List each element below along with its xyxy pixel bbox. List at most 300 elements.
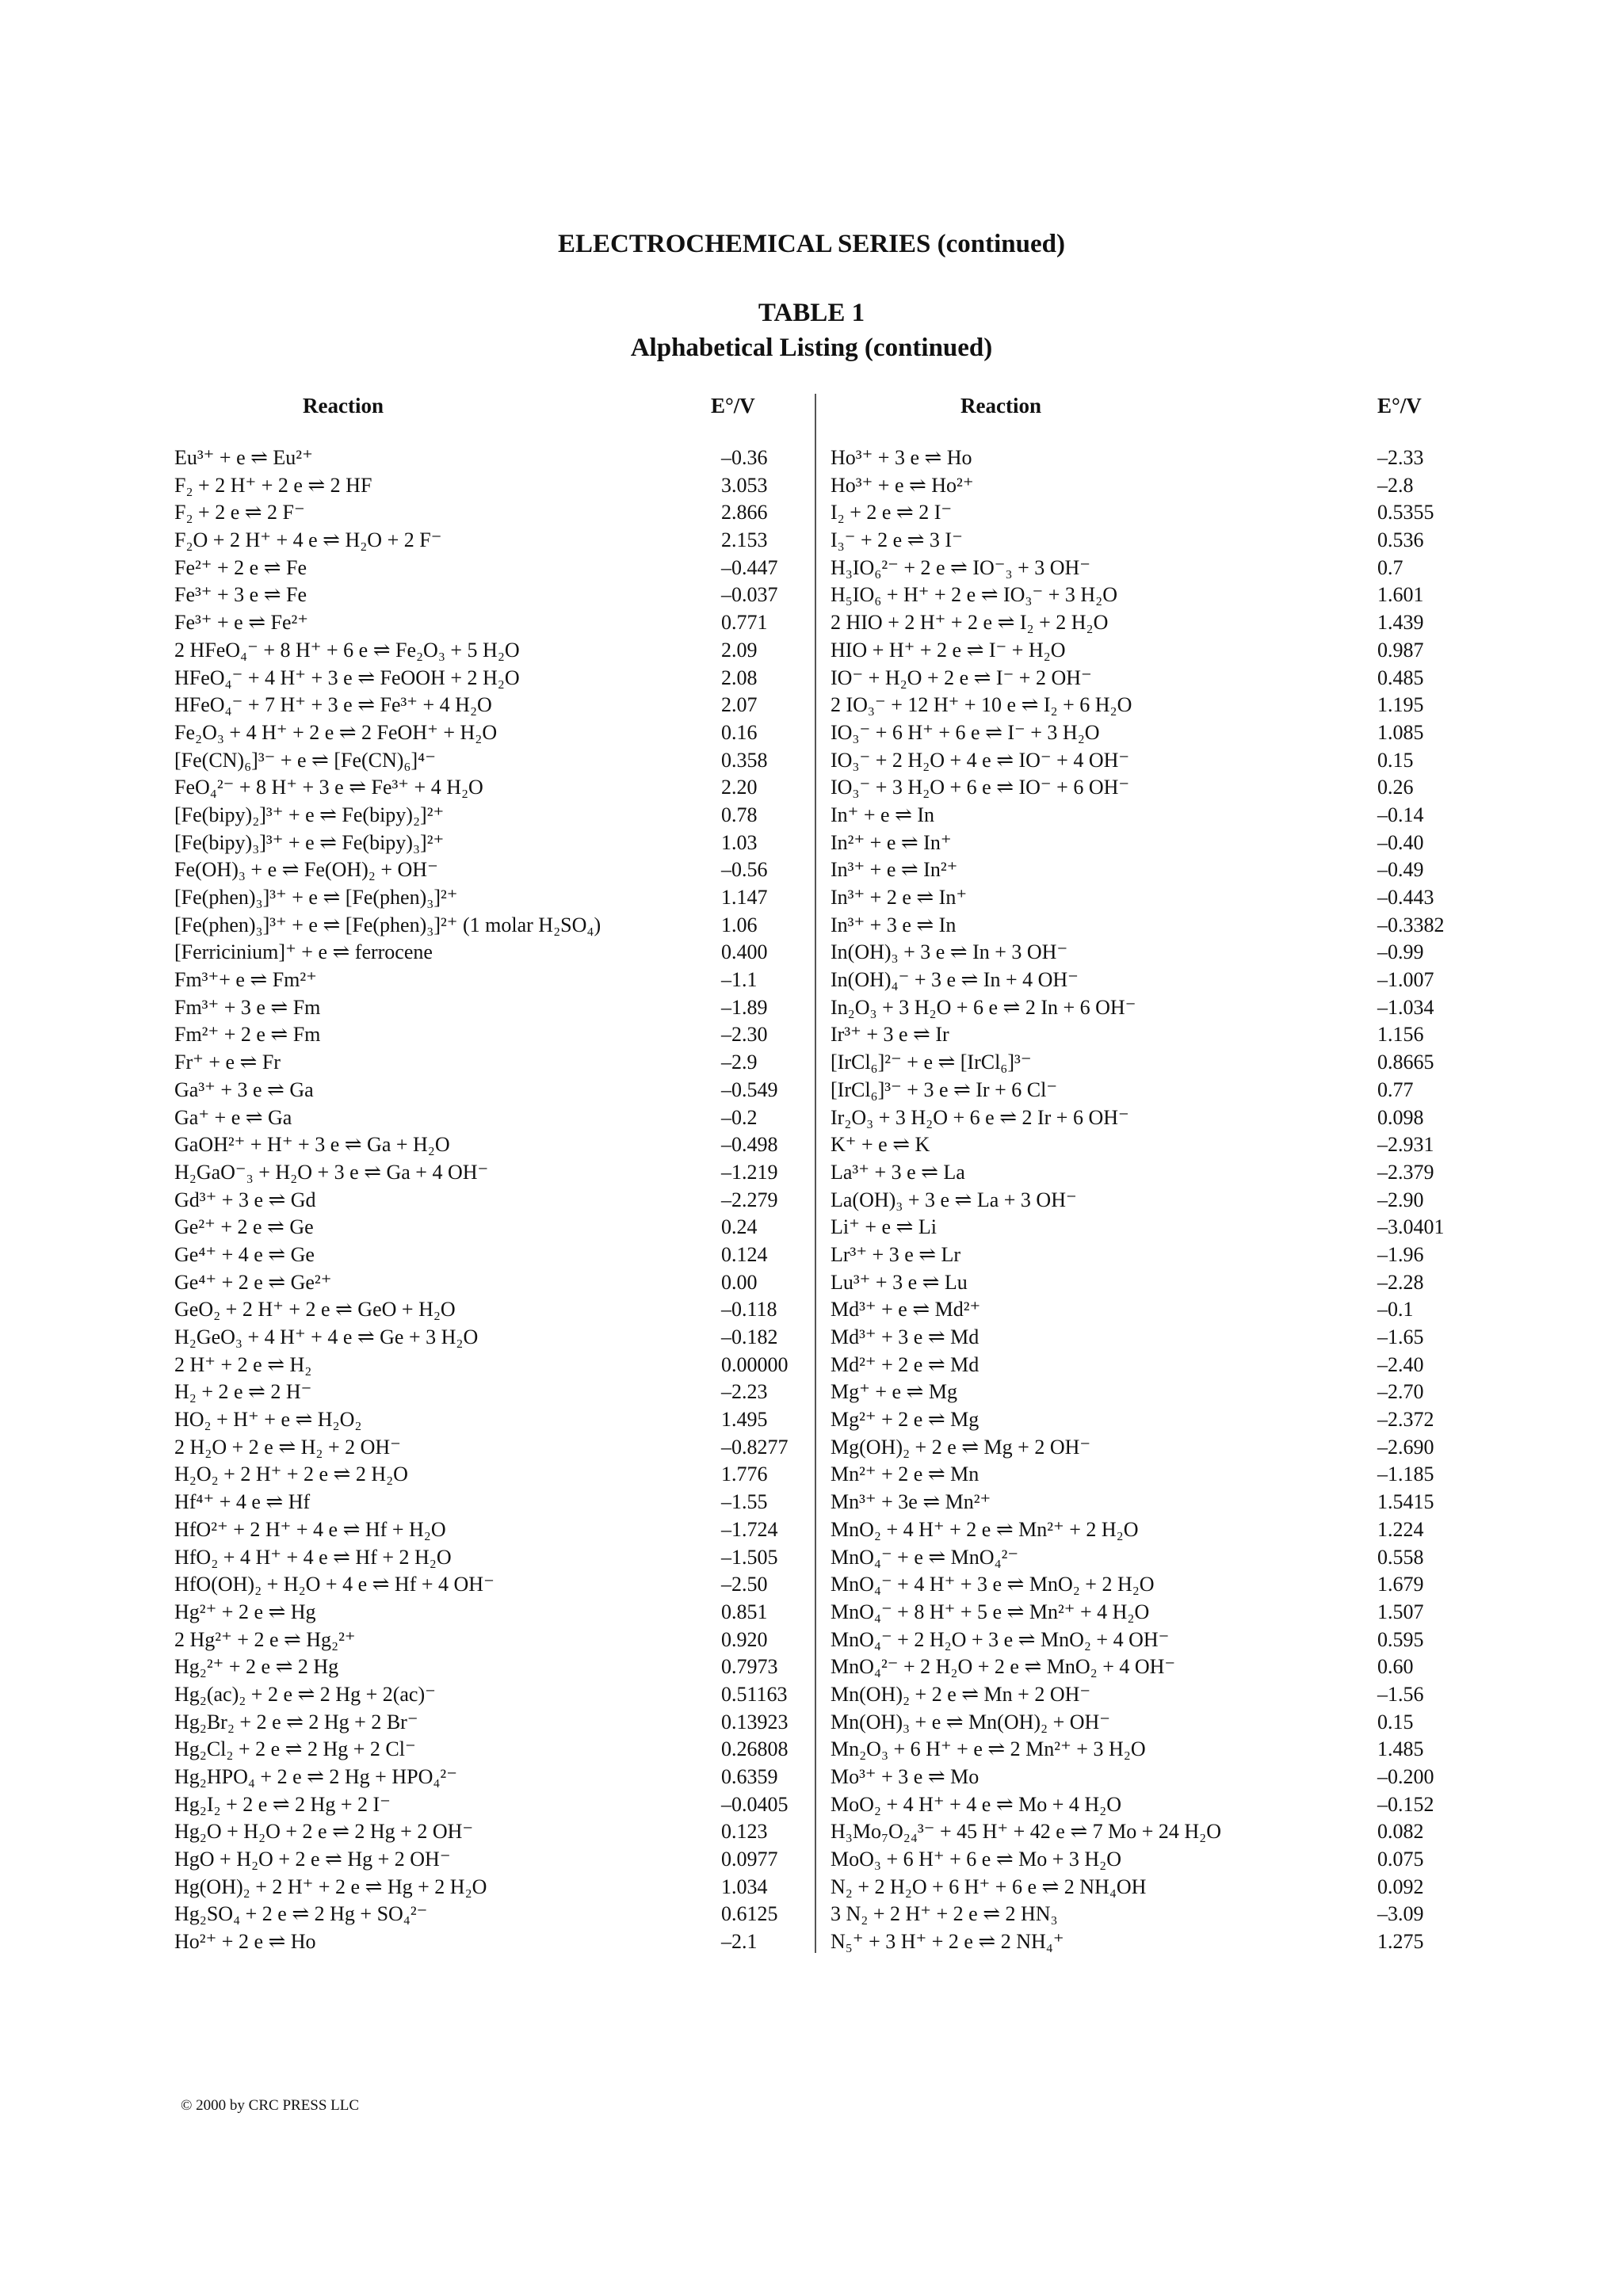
potential-header: E°/V: [1377, 394, 1422, 418]
reaction-cell: Mo³⁺ + 3 e ⇌ Mo: [831, 1765, 980, 1788]
table-row: [831, 1489, 1441, 1516]
table-row: [831, 1406, 1441, 1434]
reaction-cell: [Fe(bipy)₂]³⁺ + e ⇌ Fe(bipy)₂]²⁺: [174, 803, 445, 826]
potential-cell: 0.15: [1377, 1710, 1414, 1733]
table-row: [831, 1653, 1441, 1681]
potential-cell: 0.082: [1377, 1820, 1424, 1844]
table-row: [174, 1214, 800, 1241]
potential-cell: 1.147: [721, 886, 768, 909]
reaction-cell: MoO₃ + 6 H⁺ + 6 e ⇌ Mo + 3 H₂O: [831, 1848, 1122, 1871]
reaction-cell: Lr³⁺ + 3 e ⇌ Lr: [831, 1242, 961, 1266]
potential-cell: –2.690: [1377, 1435, 1434, 1459]
potential-cell: 0.15: [1377, 748, 1414, 772]
reaction-cell: Eu³⁺ + e ⇌ Eu²⁺: [174, 446, 313, 469]
potential-cell: 0.26: [1377, 776, 1414, 799]
reaction-cell: H₂O₂ + 2 H⁺ + 2 e ⇌ 2 H₂O: [174, 1463, 408, 1486]
reaction-cell: Mn³⁺ + 3e ⇌ Mn²⁺: [831, 1490, 991, 1514]
table-subtitle: Alphabetical Listing (continued): [630, 334, 993, 362]
reaction-cell: [Fe(bipy)₃]³⁺ + e ⇌ Fe(bipy)₃]²⁺: [174, 830, 445, 854]
reaction-cell: [Ferricinium]⁺ + e ⇌ ferrocene: [174, 940, 433, 964]
reaction-cell: MnO₄⁻ + e ⇌ MnO₄²⁻: [831, 1545, 1019, 1569]
table-row: [174, 1901, 800, 1928]
table-row: [831, 1104, 1441, 1132]
reaction-cell: Mn(OH)₂ + 2 e ⇌ Mn + 2 OH⁻: [831, 1682, 1091, 1706]
potential-cell: –1.219: [721, 1160, 778, 1184]
table-row: [831, 1901, 1441, 1928]
reaction-cell: 2 H⁺ + 2 e ⇌ H₂: [174, 1352, 312, 1376]
reaction-cell: H₂GaO⁻₃ + H₂O + 3 e ⇌ Ga + 4 OH⁻: [174, 1160, 489, 1184]
table-title: TABLE 1: [758, 299, 865, 327]
potential-cell: –1.96: [1377, 1242, 1424, 1266]
table-row: [831, 774, 1441, 802]
potential-cell: –2.40: [1377, 1352, 1424, 1376]
potential-cell: –2.372: [1377, 1408, 1434, 1432]
reaction-cell: Hg₂HPO₄ + 2 e ⇌ 2 Hg + HPO₄²⁻: [174, 1765, 457, 1788]
table-row: [174, 692, 800, 719]
right-rows: [831, 444, 1445, 1956]
table-row: [831, 444, 1441, 472]
potential-cell: 0.123: [721, 1820, 768, 1844]
right-column: [831, 394, 1445, 1956]
reaction-cell: 2 Hg²⁺ + 2 e ⇌ Hg₂²⁺: [174, 1627, 356, 1651]
table-row: [174, 1599, 800, 1627]
potential-cell: –2.9: [721, 1051, 758, 1074]
right-header-row: [831, 394, 1441, 425]
reaction-cell: 2 HFeO₄⁻ + 8 H⁺ + 6 e ⇌ Fe₂O₃ + 5 H₂O: [174, 638, 520, 662]
reaction-cell: Ge⁴⁺ + 4 e ⇌ Ge: [174, 1242, 315, 1266]
table-row: [831, 472, 1441, 500]
table-row: [174, 1571, 800, 1599]
potential-cell: 1.06: [721, 913, 758, 936]
potential-cell: –0.037: [721, 583, 778, 607]
reaction-cell: I₂ + 2 e ⇌ 2 I⁻: [831, 501, 953, 524]
potential-cell: 1.5415: [1377, 1490, 1434, 1514]
table-row: [174, 1379, 800, 1406]
table-row: [831, 856, 1441, 884]
potential-cell: 1.034: [721, 1875, 768, 1898]
reaction-cell: Md³⁺ + 3 e ⇌ Md: [831, 1325, 980, 1348]
table-row: [174, 1764, 800, 1791]
left-header-row: [174, 394, 800, 425]
table-row: [831, 802, 1441, 830]
table-row: [174, 1791, 800, 1819]
reaction-cell: Ir³⁺ + 3 e ⇌ Ir: [831, 1023, 949, 1047]
reaction-cell: Hg₂O + H₂O + 2 e ⇌ 2 Hg + 2 OH⁻: [174, 1820, 474, 1844]
potential-cell: 0.358: [721, 748, 768, 772]
potential-cell: 0.124: [721, 1242, 768, 1266]
potential-cell: 0.987: [1377, 638, 1424, 662]
potential-cell: 0.098: [1377, 1105, 1424, 1129]
reaction-cell: Mn²⁺ + 2 e ⇌ Mn: [831, 1463, 980, 1486]
potential-cell: –0.36: [721, 446, 768, 469]
reaction-cell: MnO₂ + 4 H⁺ + 2 e ⇌ Mn²⁺ + 2 H₂O: [831, 1517, 1139, 1541]
table-row: [831, 1709, 1441, 1737]
table-row: [174, 1406, 800, 1434]
table-row: [831, 1296, 1441, 1324]
reaction-cell: Ga⁺ + e ⇌ Ga: [174, 1105, 292, 1129]
potential-cell: 2.153: [721, 528, 768, 552]
table-row: [174, 1846, 800, 1874]
potential-cell: 0.60: [1377, 1655, 1414, 1679]
table-row: [174, 527, 800, 555]
potential-cell: 1.776: [721, 1463, 768, 1486]
potential-cell: 0.7: [1377, 555, 1403, 579]
potential-cell: –2.379: [1377, 1160, 1434, 1184]
reaction-cell: MnO₄⁻ + 8 H⁺ + 5 e ⇌ Mn²⁺ + 4 H₂O: [831, 1600, 1150, 1623]
table-row: [174, 1818, 800, 1846]
reaction-cell: 3 N₂ + 2 H⁺ + 2 e ⇌ 2 HN₃: [831, 1902, 1058, 1926]
reaction-cell: Li⁺ + e ⇌ Li: [831, 1215, 937, 1239]
table-row: [831, 1131, 1441, 1159]
reaction-cell: Ir₂O₃ + 3 H₂O + 6 e ⇌ 2 Ir + 6 OH⁻: [831, 1105, 1129, 1129]
reaction-cell: Fe³⁺ + e ⇌ Fe²⁺: [174, 611, 309, 635]
potential-cell: –0.49: [1377, 858, 1424, 882]
potential-cell: 0.092: [1377, 1875, 1424, 1898]
reaction-cell: Fe³⁺ + 3 e ⇌ Fe: [174, 583, 307, 607]
table-row: [831, 747, 1441, 775]
potential-cell: 0.51163: [721, 1682, 788, 1706]
table-row: [831, 1736, 1441, 1764]
table-row: [174, 994, 800, 1022]
reaction-cell: Ho³⁺ + 3 e ⇌ Ho: [831, 446, 972, 469]
table-row: [174, 1269, 800, 1297]
reaction-cell: In³⁺ + 3 e ⇌ In: [831, 913, 957, 936]
potential-cell: 1.156: [1377, 1023, 1424, 1047]
potential-cell: 0.0977: [721, 1848, 778, 1871]
table-row: [174, 1049, 800, 1077]
table-row: [174, 1928, 800, 1956]
reaction-cell: [Fe(CN)₆]³⁻ + e ⇌ [Fe(CN)₆]⁴⁻: [174, 748, 436, 772]
reaction-cell: Fm³⁺+ e ⇌ Fm²⁺: [174, 968, 317, 992]
table-row: [831, 1241, 1441, 1269]
left-column: [174, 394, 800, 1956]
table-row: [831, 555, 1441, 582]
table-row: [831, 1214, 1445, 1241]
table-row: [174, 884, 800, 912]
table-row: [831, 1352, 1441, 1379]
table-row: [831, 1021, 1441, 1049]
table-row: [174, 1077, 800, 1104]
table-row: [831, 1928, 1441, 1956]
potential-cell: –1.56: [1377, 1682, 1424, 1706]
left-rows: [174, 444, 800, 1956]
potential-cell: –0.182: [721, 1325, 778, 1348]
potential-cell: 0.851: [721, 1600, 768, 1623]
potential-cell: –0.0405: [721, 1792, 789, 1816]
potential-cell: –3.0401: [1377, 1215, 1445, 1239]
potential-cell: 1.485: [1377, 1737, 1424, 1761]
potential-header: E°/V: [711, 394, 755, 418]
reaction-cell: In³⁺ + e ⇌ In²⁺: [831, 858, 958, 882]
table-row: [174, 719, 800, 747]
potential-cell: 0.7973: [721, 1655, 778, 1679]
table-row: [831, 637, 1441, 665]
reaction-cell: La³⁺ + 3 e ⇌ La: [831, 1160, 965, 1184]
table-row: [174, 555, 800, 582]
table-row: [174, 1544, 800, 1572]
reaction-cell: 2 HIO + 2 H⁺ + 2 e ⇌ I₂ + 2 H₂O: [831, 611, 1109, 635]
potential-cell: 0.536: [1377, 528, 1424, 552]
table-row: [174, 1131, 800, 1159]
table-row: [831, 967, 1441, 994]
potential-cell: –2.30: [721, 1023, 768, 1047]
potential-cell: 1.195: [1377, 693, 1424, 717]
table-row: [831, 1846, 1441, 1874]
table-row: [174, 1021, 800, 1049]
reaction-cell: GaOH²⁺ + H⁺ + 3 e ⇌ Ga + H₂O: [174, 1133, 450, 1157]
potential-cell: –0.200: [1377, 1765, 1434, 1788]
reaction-cell: IO₃⁻ + 6 H⁺ + 6 e ⇌ I⁻ + 3 H₂O: [831, 720, 1100, 744]
reaction-cell: MnO₄⁻ + 2 H₂O + 3 e ⇌ MnO₂ + 4 OH⁻: [831, 1627, 1170, 1651]
reaction-cell: Ge⁴⁺ + 2 e ⇌ Ge²⁺: [174, 1270, 332, 1294]
reaction-cell: Mn(OH)₃ + e ⇌ Mn(OH)₂ + OH⁻: [831, 1710, 1111, 1733]
table-row: [831, 665, 1441, 692]
table-row: [174, 1241, 800, 1269]
table-row: [174, 1352, 800, 1379]
reaction-cell: F₂O + 2 H⁺ + 4 e ⇌ H₂O + 2 F⁻: [174, 528, 442, 552]
reaction-cell: GeO₂ + 2 H⁺ + 2 e ⇌ GeO + H₂O: [174, 1298, 456, 1322]
table-row: [831, 1269, 1441, 1297]
table-row: [831, 1434, 1441, 1462]
reaction-cell: FeO₄²⁻ + 8 H⁺ + 3 e ⇌ Fe³⁺ + 4 H₂O: [174, 776, 483, 799]
reaction-cell: Ga³⁺ + 3 e ⇌ Ga: [174, 1077, 314, 1101]
potential-cell: –1.034: [1377, 995, 1434, 1019]
table-row: [174, 582, 800, 609]
reaction-cell: [IrCl₆]³⁻ + 3 e ⇌ Ir + 6 Cl⁻: [831, 1077, 1058, 1101]
potential-cell: 1.275: [1377, 1930, 1424, 1954]
potential-cell: 1.507: [1377, 1600, 1424, 1623]
table-row: [831, 1571, 1441, 1599]
potential-cell: –0.118: [721, 1298, 777, 1322]
table-row: [174, 1709, 800, 1737]
table-row: [174, 774, 800, 802]
reaction-cell: Mg⁺ + e ⇌ Mg: [831, 1380, 957, 1404]
potential-cell: 0.400: [721, 940, 768, 964]
reaction-cell: HFeO₄⁻ + 4 H⁺ + 3 e ⇌ FeOOH + 2 H₂O: [174, 666, 520, 689]
potential-cell: 0.5355: [1377, 501, 1434, 524]
potential-cell: 0.075: [1377, 1848, 1424, 1871]
table-row: [831, 1599, 1441, 1627]
table-row: [174, 1434, 800, 1462]
reaction-cell: [Fe(phen)₃]³⁺ + e ⇌ [Fe(phen)₃]²⁺: [174, 886, 458, 909]
potential-cell: –2.1: [721, 1930, 758, 1954]
table-row: [174, 1874, 800, 1901]
potential-cell: –0.447: [721, 555, 778, 579]
potential-cell: –1.65: [1377, 1325, 1424, 1348]
reaction-cell: [IrCl₆]²⁻ + e ⇌ [IrCl₆]³⁻: [831, 1051, 1032, 1074]
reaction-cell: F₂ + 2 e ⇌ 2 F⁻: [174, 501, 305, 524]
reaction-cell: HO₂ + H⁺ + e ⇌ H₂O₂: [174, 1408, 362, 1432]
table-row: [831, 609, 1441, 637]
copyright-footer: © 2000 by CRC PRESS LLC: [181, 2097, 360, 2114]
potential-cell: –2.50: [721, 1573, 768, 1596]
table-row: [831, 1818, 1441, 1846]
reaction-cell: Hg₂Cl₂ + 2 e ⇌ 2 Hg + 2 Cl⁻: [174, 1737, 416, 1761]
reaction-cell: Ge²⁺ + 2 e ⇌ Ge: [174, 1215, 314, 1239]
potential-cell: 0.595: [1377, 1627, 1424, 1651]
table-row: [831, 1159, 1441, 1187]
reaction-cell: MoO₂ + 4 H⁺ + 4 e ⇌ Mo + 4 H₂O: [831, 1792, 1122, 1816]
table-row: [174, 747, 800, 775]
reaction-cell: H₂GeO₃ + 4 H⁺ + 4 e ⇌ Ge + 3 H₂O: [174, 1325, 479, 1348]
reaction-cell: Lu³⁺ + 3 e ⇌ Lu: [831, 1270, 968, 1294]
potential-cell: 2.08: [721, 666, 758, 689]
table-row: [831, 527, 1441, 555]
reaction-cell: Fm²⁺ + 2 e ⇌ Fm: [174, 1023, 321, 1047]
potential-cell: –1.1: [721, 968, 758, 992]
reaction-cell: H₂ + 2 e ⇌ 2 H⁻: [174, 1380, 312, 1404]
potential-cell: 0.771: [721, 611, 768, 635]
column-divider: [815, 394, 816, 1953]
table-row: [174, 912, 800, 940]
table-row: [831, 1049, 1441, 1077]
potential-cell: –2.8: [1377, 473, 1414, 497]
potential-cell: –0.14: [1377, 803, 1424, 826]
potential-cell: 2.09: [721, 638, 758, 662]
table-row: [831, 499, 1441, 527]
potential-cell: 1.601: [1377, 583, 1424, 607]
potential-cell: 0.13923: [721, 1710, 789, 1733]
reaction-cell: MnO₄²⁻ + 2 H₂O + 2 e ⇌ MnO₂ + 4 OH⁻: [831, 1655, 1176, 1679]
table-row: [831, 1627, 1441, 1654]
reaction-cell: HFeO₄⁻ + 7 H⁺ + 3 e ⇌ Fe³⁺ + 4 H₂O: [174, 693, 492, 717]
reaction-cell: Ho²⁺ + 2 e ⇌ Ho: [174, 1930, 316, 1954]
table-row: [831, 719, 1441, 747]
potential-cell: –1.724: [721, 1517, 778, 1541]
reaction-cell: Mg(OH)₂ + 2 e ⇌ Mg + 2 OH⁻: [831, 1435, 1091, 1459]
reaction-cell: Md³⁺ + e ⇌ Md²⁺: [831, 1298, 981, 1322]
table-row: [831, 994, 1441, 1022]
potential-cell: –2.931: [1377, 1133, 1434, 1157]
potential-cell: 0.26808: [721, 1737, 789, 1761]
table-row: [174, 444, 800, 472]
potential-cell: 0.558: [1377, 1545, 1424, 1569]
table-row: [831, 1187, 1441, 1215]
reaction-cell: H₅IO₆ + H⁺ + 2 e ⇌ IO₃⁻ + 3 H₂O: [831, 583, 1117, 607]
reaction-cell: HgO + H₂O + 2 e ⇌ Hg + 2 OH⁻: [174, 1848, 451, 1871]
reaction-cell: Fe₂O₃ + 4 H⁺ + 2 e ⇌ 2 FeOH⁺ + H₂O: [174, 720, 498, 744]
table-row: [831, 1791, 1441, 1819]
potential-cell: –1.55: [721, 1490, 768, 1514]
reaction-cell: H₃Mo₇O₂₄³⁻ + 45 H⁺ + 42 e ⇌ 7 Mo + 24 H₂O: [831, 1820, 1221, 1844]
reaction-cell: In²⁺ + e ⇌ In⁺: [831, 830, 952, 854]
potential-cell: 2.07: [721, 693, 758, 717]
reaction-cell: H₃IO₆²⁻ + 2 e ⇌ IO⁻₃ + 3 OH⁻: [831, 555, 1091, 579]
table-row: [174, 1159, 800, 1187]
potential-cell: 0.00: [721, 1270, 758, 1294]
table-row: [831, 1764, 1441, 1791]
reaction-cell: Ho³⁺ + e ⇌ Ho²⁺: [831, 473, 974, 497]
table-row: [174, 802, 800, 830]
reaction-cell: In⁺ + e ⇌ In: [831, 803, 935, 826]
potential-cell: –0.443: [1377, 886, 1434, 909]
potential-cell: 1.495: [721, 1408, 768, 1432]
reaction-cell: HfO(OH)₂ + H₂O + 4 e ⇌ Hf + 4 OH⁻: [174, 1573, 495, 1596]
reaction-cell: 2 IO₃⁻ + 12 H⁺ + 10 e ⇌ I₂ + 6 H₂O: [831, 693, 1132, 717]
potential-cell: –3.09: [1377, 1902, 1424, 1926]
potential-cell: 1.439: [1377, 611, 1424, 635]
reaction-cell: Hg₂SO₄ + 2 e ⇌ 2 Hg + SO₄²⁻: [174, 1902, 428, 1926]
potential-cell: –0.152: [1377, 1792, 1434, 1816]
table-row: [831, 692, 1441, 719]
reaction-cell: Md²⁺ + 2 e ⇌ Md: [831, 1352, 980, 1376]
table-row: [831, 1324, 1441, 1352]
reaction-cell: N₅⁺ + 3 H⁺ + 2 e ⇌ 2 NH₄⁺: [831, 1930, 1064, 1954]
table-row: [174, 1187, 800, 1215]
potential-cell: –0.40: [1377, 830, 1424, 854]
reaction-cell: Fm³⁺ + 3 e ⇌ Fm: [174, 995, 321, 1019]
reaction-cell: N₂ + 2 H₂O + 6 H⁺ + 6 e ⇌ 2 NH₄OH: [831, 1875, 1147, 1898]
reaction-header: Reaction: [303, 394, 384, 418]
table-row: [831, 1544, 1441, 1572]
reaction-cell: La(OH)₃ + 3 e ⇌ La + 3 OH⁻: [831, 1188, 1077, 1211]
table-row: [831, 1077, 1441, 1104]
potential-cell: –0.8277: [721, 1435, 789, 1459]
table-row: [174, 499, 800, 527]
potential-cell: –1.89: [721, 995, 768, 1019]
reaction-cell: Fr⁺ + e ⇌ Fr: [174, 1051, 281, 1074]
potential-cell: –2.90: [1377, 1188, 1424, 1211]
reaction-header: Reaction: [960, 394, 1041, 418]
reaction-cell: Hg²⁺ + 2 e ⇌ Hg: [174, 1600, 316, 1623]
potential-cell: 0.77: [1377, 1077, 1414, 1101]
reaction-cell: HfO²⁺ + 2 H⁺ + 4 e ⇌ Hf + H₂O: [174, 1517, 446, 1541]
reaction-cell: In(OH)₃ + 3 e ⇌ In + 3 OH⁻: [831, 940, 1068, 964]
reaction-cell: In(OH)₄⁻ + 3 e ⇌ In + 4 OH⁻: [831, 968, 1079, 992]
reaction-cell: I₃⁻ + 2 e ⇌ 3 I⁻: [831, 528, 963, 552]
reaction-cell: MnO₄⁻ + 4 H⁺ + 3 e ⇌ MnO₂ + 2 H₂O: [831, 1573, 1155, 1596]
table-row: [174, 967, 800, 994]
reaction-cell: Hg₂Br₂ + 2 e ⇌ 2 Hg + 2 Br⁻: [174, 1710, 418, 1733]
potential-cell: –0.2: [721, 1105, 758, 1129]
reaction-cell: 2 H₂O + 2 e ⇌ H₂ + 2 OH⁻: [174, 1435, 401, 1459]
potential-cell: –2.279: [721, 1188, 778, 1211]
table-row: [831, 582, 1441, 609]
reaction-cell: F₂ + 2 H⁺ + 2 e ⇌ 2 HF: [174, 473, 372, 497]
table-row: [831, 830, 1441, 857]
potential-cell: 0.24: [721, 1215, 758, 1239]
potential-cell: –0.549: [721, 1077, 778, 1101]
table-row: [831, 912, 1445, 940]
potential-cell: –2.70: [1377, 1380, 1424, 1404]
reaction-cell: In₂O₃ + 3 H₂O + 6 e ⇌ 2 In + 6 OH⁻: [831, 995, 1136, 1019]
reaction-cell: Hg(OH)₂ + 2 H⁺ + 2 e ⇌ Hg + 2 H₂O: [174, 1875, 487, 1898]
potential-cell: 2.866: [721, 501, 768, 524]
reaction-cell: IO⁻ + H₂O + 2 e ⇌ I⁻ + 2 OH⁻: [831, 666, 1092, 689]
potential-cell: –2.33: [1377, 446, 1424, 469]
table-row: [831, 1379, 1441, 1406]
potential-cell: 0.6125: [721, 1902, 778, 1926]
table-row: [174, 665, 800, 692]
reaction-cell: K⁺ + e ⇌ K: [831, 1133, 930, 1157]
reaction-cell: Hg₂²⁺ + 2 e ⇌ 2 Hg: [174, 1655, 339, 1679]
potential-cell: 3.053: [721, 473, 768, 497]
table-title-block: [0, 296, 1623, 365]
page-title: ELECTROCHEMICAL SERIES (continued): [558, 230, 1065, 258]
reaction-cell: Mg²⁺ + 2 e ⇌ Mg: [831, 1408, 980, 1432]
reaction-cell: Mn₂O₃ + 6 H⁺ + e ⇌ 2 Mn²⁺ + 3 H₂O: [831, 1737, 1146, 1761]
reaction-cell: HfO₂ + 4 H⁺ + 4 e ⇌ Hf + 2 H₂O: [174, 1545, 452, 1569]
potential-cell: –1.185: [1377, 1463, 1434, 1486]
table-row: [174, 1104, 800, 1132]
potential-cell: –0.56: [721, 858, 768, 882]
potential-cell: –0.1: [1377, 1298, 1414, 1322]
table-row: [174, 1736, 800, 1764]
table-row: [831, 1874, 1441, 1901]
table-row: [174, 1461, 800, 1489]
reaction-cell: Hg₂I₂ + 2 e ⇌ 2 Hg + 2 I⁻: [174, 1792, 391, 1816]
potential-cell: 0.6359: [721, 1765, 778, 1788]
